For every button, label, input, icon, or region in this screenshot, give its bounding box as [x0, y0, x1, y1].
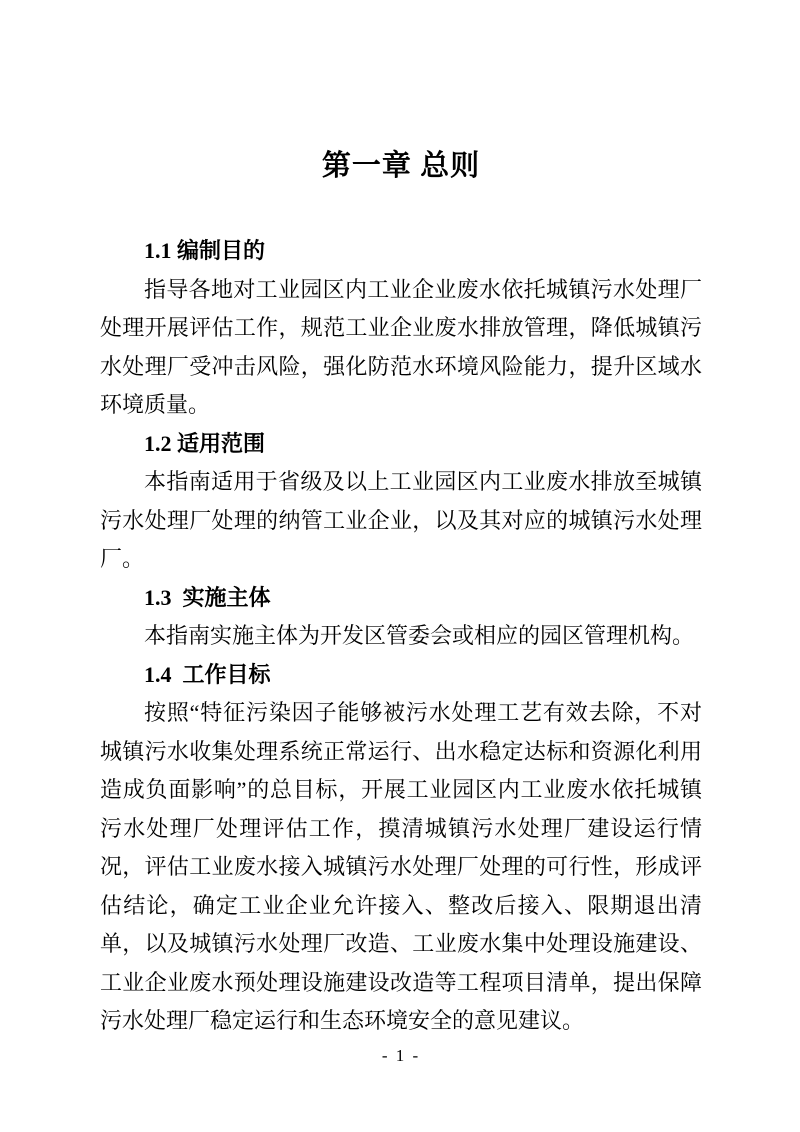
page-content — [100, 0, 702, 1041]
page-number: - 1 - — [381, 1046, 419, 1065]
section-heading-1-3: 1.3 实施主体 — [144, 584, 271, 610]
section-paragraph-1-1: 指导各地对工业园区内工业企业废水依托城镇污水处理厂处理开展评估工作，规范工业企业废水排放管理，降低城镇污水处理厂受冲击风险，强化防范水环境风险能力，提升区域水环境质量。 — [100, 276, 702, 417]
section-paragraph-1-2: 本指南适用于省级及以上工业园区内工业废水排放至城镇污水处理厂处理的纳管工业企业，以及其对应的城镇污水处理厂。 — [100, 469, 702, 571]
section-heading-1-1: 1.1 编制目的 — [144, 238, 266, 263]
section-paragraph-1-3: 本指南实施主体为开发区管委会或相应的园区管理机构。 — [144, 623, 695, 648]
chapter-title: 第一章 总则 — [321, 150, 481, 182]
section-heading-1-2: 1.2 适用范围 — [144, 430, 266, 456]
section-heading-1-4: 1.4 工作目标 — [144, 661, 271, 687]
section-paragraph-1-4: 按照“特征污染因子能够被污水处理工艺有效去除，不对城镇污水收集处理系统正常运行、出水稳定达标和资源化利用造成负面影响”的总目标，开展工业园区内工业废水依托城镇污水处理厂处理评估工作，摸清城镇污水处理厂建设运行情况，评估工业废水接入城镇污水处理厂处理的可行性，形成评估结论，确定工业企业允许接入、整改后接入、限期退出清单，以及城镇污水处理厂改造、工业废水集中处理设施建设、工业企业废水预处理设施建设改造等工程项目清单，提出保障污水处理厂稳定运行和生态环境安全的意见建议。 — [100, 700, 702, 1033]
